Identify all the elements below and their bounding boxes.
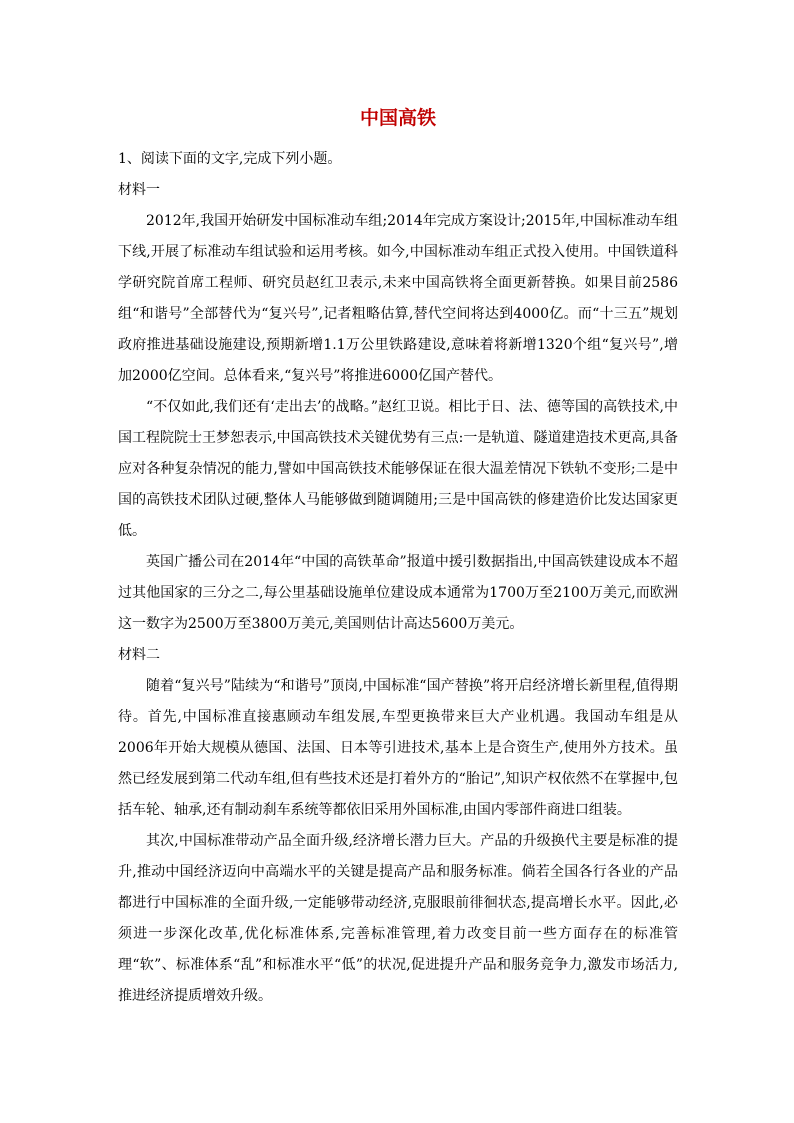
document-page [118,98,678,1012]
material-one-paragraph-1: 2012年,我国开始研发中国标准动车组;2014年完成方案设计;2015年,中国标准动车组下线,开展了标准动车组试验和运用考核。如今,中国标准动车组正式投入使用。中国铁道科学研究院首席工程师、研究员赵红卫表示,未来中国高铁将全面更新替换。如果目前2586组“和谐号”全部替代为“复兴号”,记者粗略估算,替代空间将达到4000亿。而“十三五”规划政府推进基础设施建设,预期新增1.1万公里铁路建设,意味着将新增1320个组“复兴号”,增加2000亿空间。总体看来,“复兴号”将推进6000亿国产替代。 [118,213,678,384]
document-title: 中国高铁 [359,107,436,129]
material-one-label: 材料一 [118,182,160,198]
material-two-paragraph-1: 随着“复兴号”陆续为“和谐号”顶岗,中国标准“国产替换”将开启经济增长新里程,值得期待。首先,中国标准直接惠顾动车组发展,车型更换带来巨大产业机遇。我国动车组是从2006年开始大规模从德国、法国、日本等引进技术,基本上是合资生产,使用外方技术。虽然已经发展到第二代动车组,但有些技术还是打着外方的“胎记”,知识产权依然不在掌握中,包括车轮、轴承,还有制动刹车系统等都依旧采用外国标准,由国内零部件商进口组装。 [118,678,678,818]
material-one-paragraph-2: “不仅如此,我们还有‘走出去’的战略。”赵红卫说。相比于日、法、德等国的高铁技术,中国工程院院士王梦恕表示,中国高铁技术关键优势有三点:一是轨道、隧道建造技术更高,具备应对各种复杂情况的能力,譬如中国高铁技术能够保证在很大温差情况下铁轨不变形;二是中国的高铁技术团队过硬,整体人马能够做到随调随用;三是中国高铁的修建造价比发达国家更低。 [118,399,678,539]
material-two-label: 材料二 [118,647,160,663]
material-one-paragraph-3: 英国广播公司在2014年“中国的高铁革命”报道中援引数据指出,中国高铁建设成本不超过其他国家的三分之二,每公里基础设施单位建设成本通常为1700万至2100万美元,而欧洲这一数字为2500万至3800万美元,美国则估计高达5600万美元。 [118,554,678,632]
question-prompt: 1、阅读下面的文字,完成下列小题。 [118,151,342,167]
material-two-paragraph-2: 其次,中国标准带动产品全面升级,经济增长潜力巨大。产品的升级换代主要是标准的提升,推动中国经济迈向中高端水平的关键是提高产品和服务标准。倘若全国各行各业的产品都进行中国标准的全面升级,一定能够带动经济,克服眼前徘徊状态,提高增长水平。因此,必须进一步深化改革,优化标准体系,完善标准管理,着力改变目前一些方面存在的标准管理“软”、标准体系“乱”和标准水平“低”的状况,促进提升产品和服务竞争力,激发市场活力,推进经济提质增效升级。 [118,833,678,1004]
